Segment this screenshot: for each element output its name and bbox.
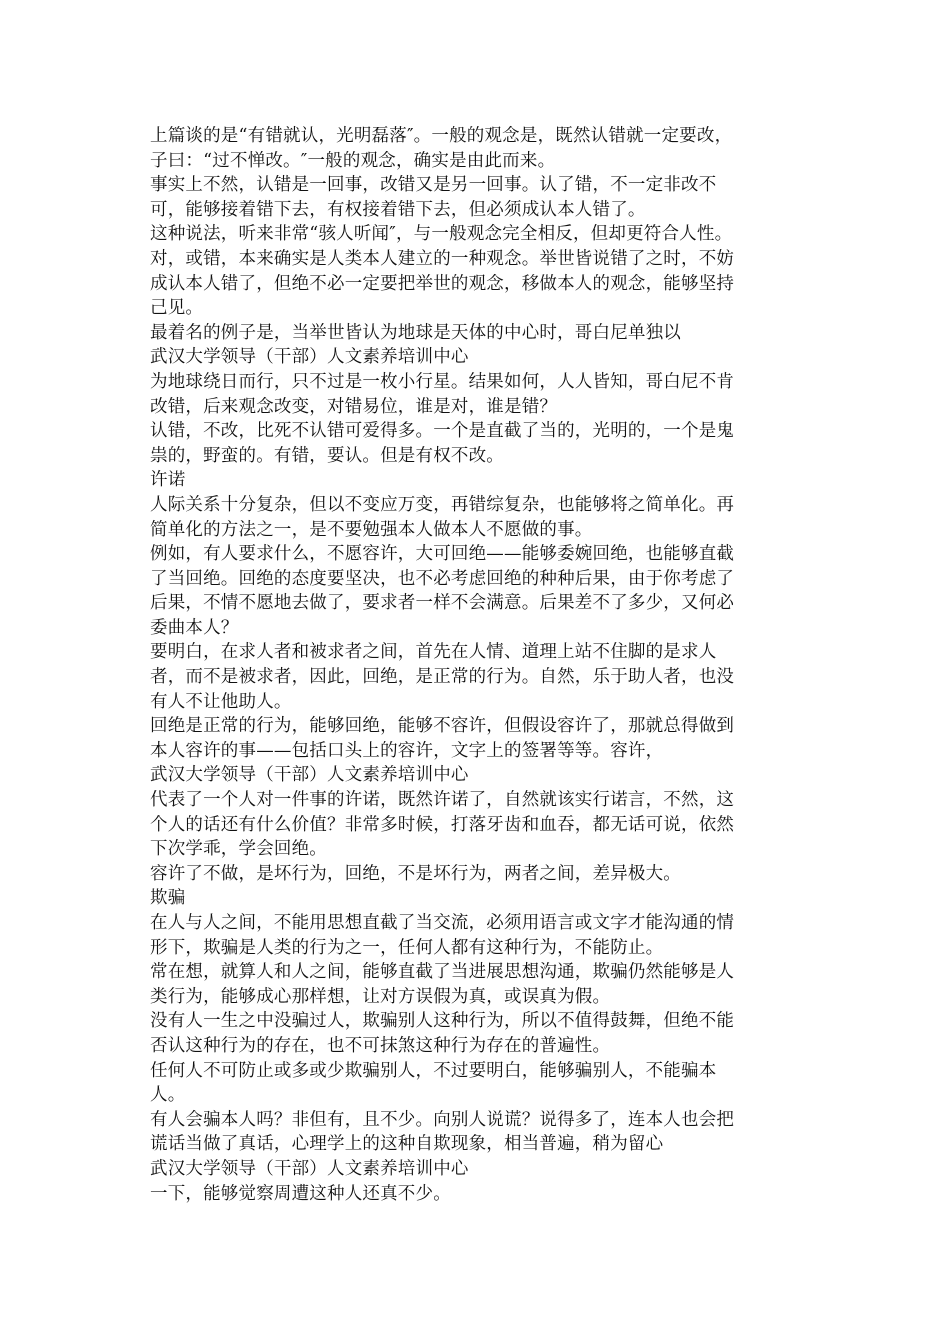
- text-line: 简单化的方法之一，是不要勉强本人做本人不愿做的事。: [150, 519, 593, 540]
- text-line: 武汉大学领导（干部）人文素养培训中心: [150, 1158, 469, 1179]
- text-line: 例如，有人要求什么，不愿容许，大可回绝——能够委婉回绝，也能够直截: [150, 544, 735, 565]
- text-line: 个人的话还有什么价值？非常多时候，打落牙齿和血吞，都无话可说，依然: [150, 814, 735, 835]
- text-line: 事实上不然，认错是一回事，改错又是另一回事。认了错，不一定非改不: [150, 175, 717, 196]
- text-line: 有人会骗本人吗？非但有，且不少。向别人说谎？说得多了，连本人也会把: [150, 1109, 735, 1130]
- document-body: [150, 124, 790, 1206]
- text-line: 己见。: [150, 298, 204, 319]
- text-line: 了当回绝。回绝的态度要坚决，也不必考虑回绝的种种后果，由于你考虑了: [150, 568, 735, 589]
- text-line: 对，或错，本来确实是人类本人建立的一种观念。举世皆说错了之时，不妨: [150, 248, 735, 269]
- text-line: 回绝是正常的行为，能够回绝，能够不容许，但假设容许了，那就总得做到: [150, 716, 735, 737]
- text-line: 在人与人之间，不能用思想直截了当交流，必须用语言或文字才能沟通的情: [150, 913, 735, 933]
- text-line: 武汉大学领导（干部）人文素养培训中心: [150, 347, 469, 368]
- text-line: 本人容许的事——包括口头上的容许，文字上的签署等等。容许，: [150, 740, 664, 761]
- text-line: 人际关系十分复杂，但以不变应万变，再错综复杂，也能够将之简单化。再: [150, 494, 735, 515]
- text-line: 上篇谈的是“有错就认，光明磊落″。一般的观念是，既然认错就一定要改，: [150, 126, 733, 146]
- text-line: 谎话当做了真话，心理学上的这种自欺现象，相当普遍，稍为留心: [150, 1134, 664, 1155]
- text-line: 形下，欺骗是人类的行为之一，任何人都有这种行为，不能防止。: [150, 937, 664, 958]
- text-line: 这种说法，听来非常“骇人听闻″，与一般观念完全相反，但却更符合人性。: [150, 224, 733, 245]
- text-line: 子曰：“过不惮改。″一般的观念，确实是由此而来。: [150, 150, 556, 171]
- text-line: 成认本人错了，但绝不必一定要把举世的观念，移做本人的观念，能够坚持: [150, 273, 735, 294]
- text-line: 代表了一个人对一件事的许诺，既然许诺了，自然就该实行诺言，不然，这: [150, 790, 735, 811]
- text-line: 一下，能够觉察周遭这种人还真不少。: [150, 1183, 451, 1204]
- text-line: 欺骗: [150, 888, 186, 909]
- text-line: 委曲本人？: [150, 617, 239, 638]
- text-line: 后果，不情不愿地去做了，要求者一样不会满意。后果差不了多少，又何必: [150, 593, 735, 614]
- text-line: 人。: [150, 1085, 186, 1106]
- text-line: 许诺: [150, 470, 186, 491]
- text-line: 认错，不改，比死不认错可爱得多。一个是直截了当的，光明的，一个是鬼: [150, 421, 735, 442]
- text-line: 最着名的例子是，当举世皆认为地球是天体的中心时，哥白尼单独以: [150, 322, 681, 343]
- text-line: 要明白，在求人者和被求者之间，首先在人情、道理上站不住脚的是求人: [150, 642, 717, 663]
- text-line: 者，而不是被求者，因此，回绝，是正常的行为。自然，乐于助人者，也没: [150, 667, 735, 688]
- text-line: 为地球绕日而行，只不过是一枚小行星。结果如何，人人皆知，哥白尼不肯: [150, 371, 735, 392]
- text-line: 任何人不可防止或多或少欺骗别人，不过要明白，能够骗别人，不能骗本: [150, 1060, 717, 1081]
- text-line: 类行为，能够成心那样想，让对方误假为真，或误真为假。: [150, 986, 611, 1007]
- text-line: 否认这种行为的存在，也不可抹煞这种行为存在的普遍性。: [150, 1035, 611, 1056]
- text-line: 下次学乖，学会回绝。: [150, 839, 327, 860]
- text-line: 祟的，野蛮的。有错，要认。但是有权不改。: [150, 445, 504, 466]
- text-line: 可，能够接着错下去，有权接着错下去，但必须成认本人错了。: [150, 199, 646, 220]
- text-line: 改错，后来观念改变，对错易位，谁是对，谁是错？: [150, 396, 558, 417]
- text-line: 容许了不做，是坏行为，回绝，不是坏行为，两者之间，差异极大。: [150, 863, 681, 884]
- text-line: 常在想，就算人和人之间，能够直截了当进展思想沟通，欺骗仍然能够是人: [150, 962, 735, 983]
- text-line: 没有人一生之中没骗过人，欺骗别人这种行为，所以不值得鼓舞，但绝不能: [150, 1011, 735, 1032]
- text-line: 有人不让他助人。: [150, 691, 292, 712]
- text-line: 武汉大学领导（干部）人文素养培训中心: [150, 765, 469, 786]
